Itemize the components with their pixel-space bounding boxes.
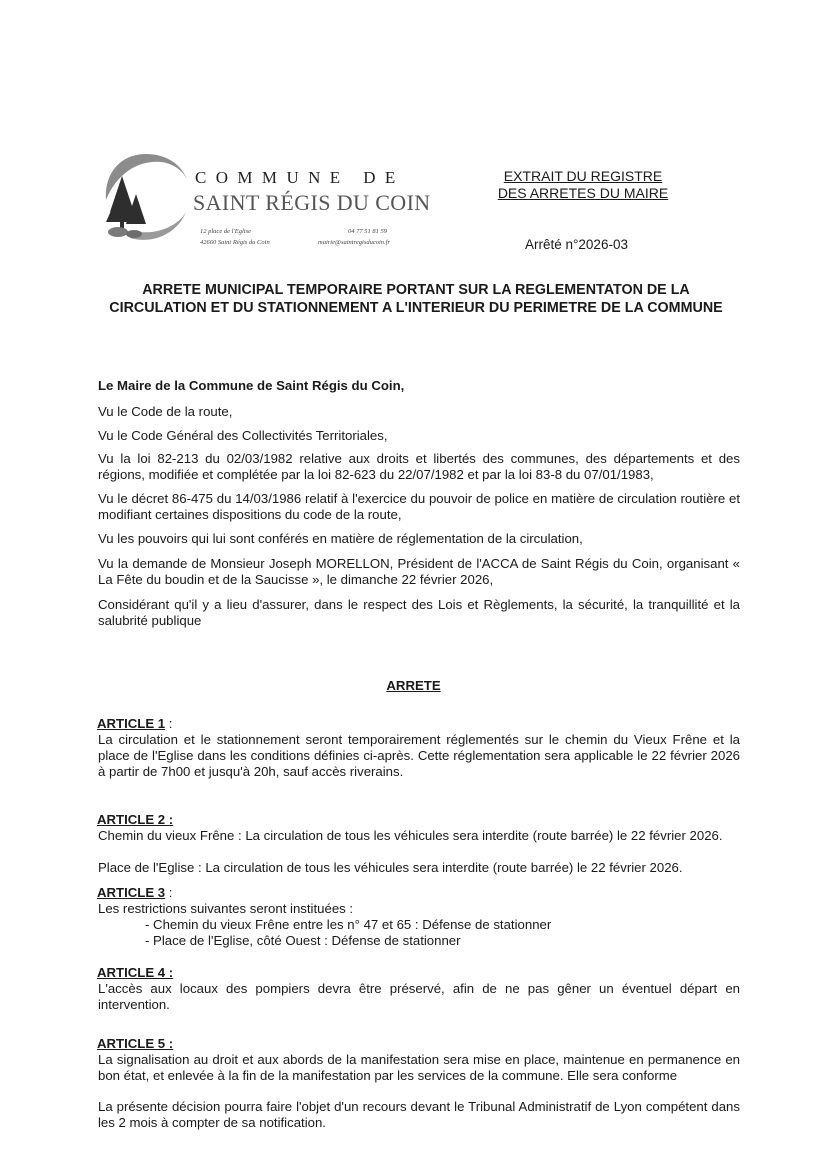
article-2-text2: Place de l'Eglise : La circulation de tous les véhicules sera interdite (route barrée) le 22 février 2026. [98, 860, 683, 875]
article-5-text1: La signalisation au droit et aux abords de la manifestation sera mise en place, maintenue en permanence en bon état, et enlevée à la fin de la manifestation par les services de la commune. Elle sera conforme [98, 1052, 740, 1083]
vu-demande: Vu la demande de Monsieur Joseph MORELLON, Président de l'ACCA de Saint Régis du Coin, organisant « La Fête du boudin et de la Saucisse », le dimanche 22 février 2026, [98, 556, 740, 587]
vu-code-route: Vu le Code de la route, [98, 404, 233, 419]
article-2-text1: Chemin du vieux Frêne : La circulation de tous les véhicules sera interdite (route barrée) le 22 février 2026. [98, 828, 723, 843]
registre-line2: DES ARRETES DU MAIRE [497, 185, 669, 201]
article-2-title [97, 812, 173, 827]
article-3-item2: - Place de l'Eglise, côté Ouest : Défense de stationner [145, 933, 461, 948]
article-3-title [97, 885, 172, 900]
article-5-title [97, 1036, 173, 1051]
article-4-text: L'accès aux locaux des pompiers devra être préservé, afin de ne pas gêner un éventuel départ en intervention. [98, 981, 740, 1012]
article-1-title [97, 716, 172, 731]
registre-line1: EXTRAIT DU REGISTRE [503, 168, 663, 184]
phone-number: 04 77 51 81 59 [348, 228, 387, 235]
article-5-label: ARTICLE 5 : [97, 1036, 174, 1051]
vu-pouvoirs: Vu les pouvoirs qui lui sont conférés en matière de réglementation de la circulation, [98, 531, 583, 546]
document-title: ARRETE MUNICIPAL TEMPORAIRE PORTANT SUR LA REGLEMENTATON DE LA CIRCULATION ET DU STATIONNEMENT A L'INTERIEUR DU PERIMETRE DE LA COMMUNE [109, 282, 723, 316]
arrete-heading-text: ARRETE [386, 678, 441, 693]
vu-decret: Vu le décret 86-475 du 14/03/1986 relatif à l'exercice du pouvoir de police en matière de circulation routière et modifiant certaines dispositions du code de la route, [98, 491, 740, 522]
address-city: 42660 Saint Régis du Coin [200, 239, 270, 246]
article-1-suffix: : [165, 716, 173, 731]
vu-loi: Vu la loi 82-213 du 02/03/1982 relative aux droits et libertés des communes, des départements et des régions, modifiée et complétée par la loi 82-623 du 22/07/1982 et par la loi 83-8 du 07/01/1983, [98, 451, 740, 482]
address-street: 12 place de l'Eglise [200, 228, 252, 235]
article-3-intro: Les restrictions suivantes seront instituées : [98, 901, 354, 916]
commune-name-line1: COMMUNE DE [195, 168, 405, 187]
article-2-label: ARTICLE 2 : [97, 812, 174, 827]
vu-cgct: Vu le Code Général des Collectivités Territoriales, [98, 428, 388, 443]
article-4-title [97, 965, 173, 980]
article-4-label: ARTICLE 4 : [97, 965, 174, 980]
article-1-label: ARTICLE 1 [97, 716, 166, 731]
arrete-number: Arrêté n°2026-03 [525, 237, 628, 252]
article-3-suffix: : [165, 885, 173, 900]
commune-name-line2: SAINT RÉGIS DU COIN [193, 190, 431, 215]
article-3-label: ARTICLE 3 [97, 885, 166, 900]
arrete-heading [0, 677, 827, 695]
email-address: mairie@saintregisducoin.fr [318, 239, 391, 246]
article-1-text: La circulation et le stationnement seront temporairement réglementés sur le chemin du Vieux Frêne et la place de l'Eglise dans les conditions définies ci-après. Cette réglementation sera applicable le 22 février 2026 à partir de 7h00 et jusqu'à 20h, sauf accès riverains. [98, 732, 740, 779]
registre-box [478, 168, 688, 202]
commune-logo [100, 150, 190, 242]
article-3-item1: - Chemin du vieux Frêne entre les n° 47 et 65 : Défense de stationner [145, 917, 552, 932]
article-5-text2: La présente décision pourra faire l'objet d'un recours devant le Tribunal Administratif de Lyon compétent dans les 2 mois à compter de sa notification. [98, 1099, 740, 1130]
considerant: Considérant qu'il y a lieu d'assurer, dans le respect des Lois et Règlements, la sécurité, la tranquillité et la salubrité publique [98, 597, 740, 628]
maire-line: Le Maire de la Commune de Saint Régis du Coin, [98, 378, 405, 393]
